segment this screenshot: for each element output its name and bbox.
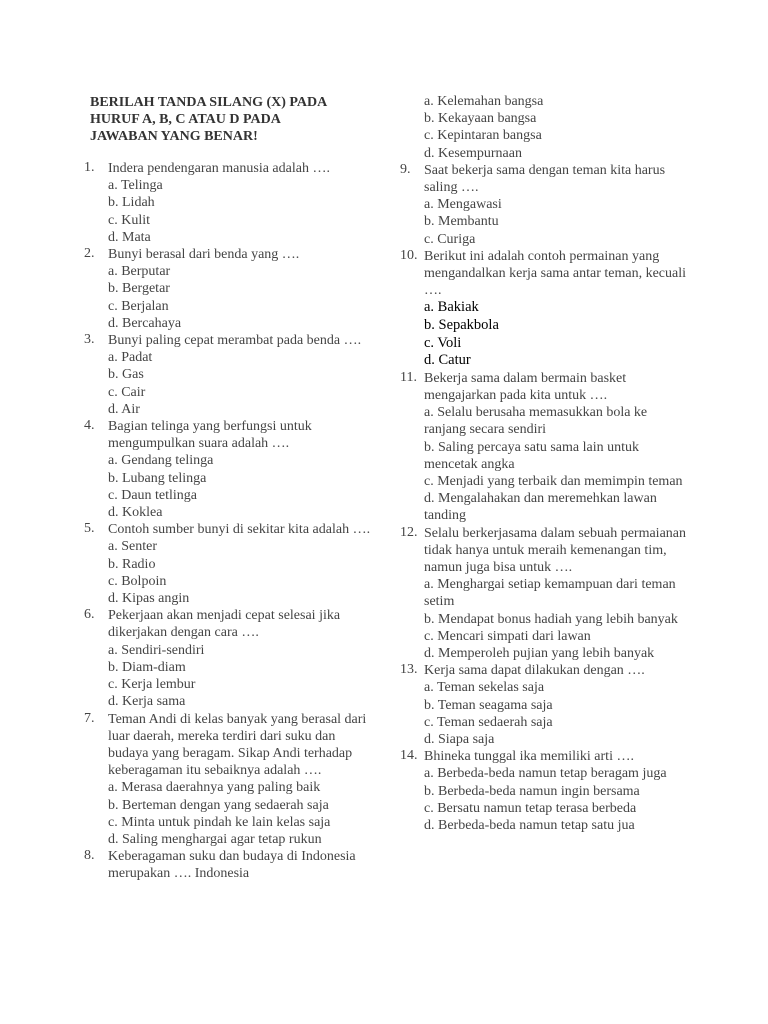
- question-number: 14.: [400, 748, 418, 764]
- answer-option[interactable]: a. Gendang telinga: [108, 453, 214, 469]
- answer-option[interactable]: b. Saling percaya satu sama lain untuk mencetak angka: [424, 439, 639, 472]
- question-number: 10.: [400, 247, 418, 263]
- answer-option[interactable]: d. Kipas angin: [108, 591, 190, 607]
- question-number: 5.: [84, 521, 95, 537]
- question-item: [84, 607, 374, 710]
- question-text: Contoh sumber bunyi di sekitar kita adalah ….: [108, 522, 371, 538]
- answer-option[interactable]: a. Mengawasi: [424, 197, 502, 213]
- question-item: [84, 246, 374, 332]
- answer-option[interactable]: b. Teman seagama saja: [424, 697, 553, 713]
- answer-option[interactable]: b. Membantu: [424, 214, 499, 230]
- answer-option[interactable]: b. Lubang telinga: [108, 470, 207, 486]
- answer-option[interactable]: d. Memperoleh pujian yang lebih banyak: [424, 646, 655, 662]
- question-item: [84, 521, 374, 607]
- question-number: 13.: [400, 662, 418, 678]
- answer-option[interactable]: b. Mendapat bonus hadiah yang lebih banyak: [424, 611, 678, 627]
- answer-options: [424, 765, 690, 834]
- question-number: 6.: [84, 607, 95, 623]
- answer-options: [108, 177, 374, 246]
- question-text: Saat bekerja sama dengan teman kita harus saling ….: [424, 162, 666, 196]
- answer-option[interactable]: a. Kelemahan bangsa: [424, 94, 544, 109]
- answer-option[interactable]: b. Gas: [108, 367, 144, 383]
- question-text: Bekerja sama dalam bermain basket mengajarkan pada kita untuk ….: [424, 370, 627, 404]
- question-item: [84, 848, 374, 882]
- question-8-options: [424, 93, 690, 162]
- answer-option[interactable]: c. Minta untuk pindah ke lain kelas saja: [108, 814, 331, 830]
- answer-option[interactable]: c. Cair: [108, 384, 146, 400]
- question-item: [400, 162, 690, 248]
- question-item: [400, 748, 690, 834]
- answer-option[interactable]: b. Radio: [108, 556, 156, 572]
- answer-option[interactable]: a. Bakiak: [424, 299, 479, 316]
- answer-options: [424, 576, 690, 662]
- question-item: [84, 332, 374, 418]
- answer-options: [424, 404, 690, 524]
- question-text: Bunyi berasal dari benda yang ….: [108, 247, 300, 263]
- question-text: Indera pendengaran manusia adalah ….: [108, 161, 330, 176]
- question-number: 12.: [400, 524, 418, 540]
- answer-option[interactable]: a. Padat: [108, 350, 153, 366]
- question-text: Berikut ini adalah contoh permainan yang mengandalkan kerja sama antar teman, kecuali ….: [424, 248, 686, 299]
- question-text: Teman Andi di kelas banyak yang berasal dari luar daerah, mereka terdiri dari suku dan budaya yang beragam. Sikap Andi terhadap keberagaman itu sebaiknya adalah ….: [108, 711, 367, 779]
- answer-options: [108, 779, 374, 848]
- question-number: 4.: [84, 418, 95, 434]
- answer-option[interactable]: d. Mengalahakan dan meremehkan lawan tanding: [424, 491, 657, 524]
- answer-option[interactable]: d. Kesempurnaan: [424, 145, 522, 161]
- answer-option[interactable]: d. Kerja sama: [108, 694, 186, 710]
- answer-option[interactable]: a. Teman sekelas saja: [424, 680, 545, 696]
- answer-option[interactable]: c. Teman sedaerah saja: [424, 714, 553, 730]
- right-question-list: [400, 93, 690, 834]
- question-text: Bagian telinga yang berfungsi untuk mengumpulkan suara adalah ….: [108, 419, 312, 452]
- answer-option[interactable]: c. Curiga: [424, 231, 476, 247]
- answer-options: [424, 679, 690, 748]
- question-text: Keberagaman suku dan budaya di Indonesia merupakan …. Indonesia: [108, 849, 356, 882]
- question-number: 9.: [400, 161, 411, 177]
- question-number: 8.: [84, 848, 95, 864]
- answer-options: [108, 452, 374, 521]
- answer-option[interactable]: a. Berputar: [108, 264, 171, 280]
- answer-option[interactable]: c. Mencari simpati dari lawan: [424, 628, 591, 644]
- answer-option[interactable]: c. Menjadi yang terbaik dan memimpin teman: [424, 474, 683, 490]
- instruction-heading: BERILAH TANDA SILANG (X) PADA HURUF A, B, C ATAU D PADA JAWABAN YANG BENAR!: [90, 95, 328, 144]
- question-item: [84, 711, 374, 849]
- left-question-list: [84, 160, 374, 883]
- answer-option[interactable]: c. Bersatu namun tetap terasa berbeda: [424, 800, 637, 816]
- answer-option[interactable]: c. Kulit: [108, 212, 150, 228]
- question-text: Kerja sama dapat dilakukan dengan ….: [424, 663, 645, 679]
- answer-options: [108, 263, 374, 332]
- answer-option[interactable]: b. Kekayaan bangsa: [424, 111, 537, 127]
- answer-option[interactable]: a. Telinga: [108, 178, 163, 194]
- question-item: [400, 662, 690, 748]
- answer-option[interactable]: c. Berjalan: [108, 298, 169, 314]
- answer-options: [424, 196, 690, 248]
- answer-option[interactable]: b. Sepakbola: [424, 317, 499, 334]
- question-text: Bunyi paling cepat merambat pada benda ….: [108, 333, 362, 349]
- answer-option[interactable]: b. Berteman dengan yang sedaerah saja: [108, 797, 329, 813]
- answer-option[interactable]: c. Voli: [424, 334, 462, 351]
- answer-option[interactable]: c. Kerja lembur: [108, 677, 196, 693]
- answer-option[interactable]: b. Lidah: [108, 195, 155, 211]
- answer-option[interactable]: a. Berbeda-beda namun tetap beragam juga: [424, 766, 667, 782]
- question-number: 11.: [400, 369, 417, 385]
- answer-option[interactable]: c. Kepintaran bangsa: [424, 128, 542, 144]
- question-item: [84, 418, 374, 521]
- question-item: [84, 160, 374, 246]
- question-item: [400, 370, 690, 525]
- question-text: Selalu berkerjasama dalam sebuah permaianan tidak hanya untuk meraih kemenangan tim, namun juga bisa untuk ….: [424, 525, 686, 576]
- question-text: Bhineka tunggal ika memiliki arti ….: [424, 749, 634, 765]
- question-text: Pekerjaan akan menjadi cepat selesai jika dikerjakan dengan cara ….: [108, 608, 341, 641]
- answer-options: [424, 299, 690, 369]
- answer-option[interactable]: a. Merasa daerahnya yang paling baik: [108, 780, 321, 796]
- answer-option[interactable]: b. Bergetar: [108, 281, 170, 297]
- answer-option[interactable]: d. Saling menghargai agar tetap rukun: [108, 831, 322, 847]
- answer-option[interactable]: d. Bercahaya: [108, 315, 182, 331]
- answer-option[interactable]: a. Menghargai setiap kemampuan dari teman setim: [424, 577, 676, 610]
- answer-option[interactable]: d. Koklea: [108, 505, 163, 521]
- question-item: [400, 525, 690, 663]
- answer-option[interactable]: c. Bolpoin: [108, 573, 167, 589]
- answer-option[interactable]: a. Selalu berusaha memasukkan bola ke ranjang secara sendiri: [424, 405, 648, 438]
- answer-option[interactable]: b. Diam-diam: [108, 659, 186, 675]
- answer-option[interactable]: d. Mata: [108, 229, 151, 245]
- question-number: 7.: [84, 710, 95, 726]
- answer-options: [108, 538, 374, 607]
- answer-option[interactable]: b. Berbeda-beda namun ingin bersama: [424, 783, 640, 799]
- answer-options: [108, 349, 374, 418]
- answer-option[interactable]: d. Berbeda-beda namun tetap satu jua: [424, 818, 635, 834]
- answer-option[interactable]: d. Catur: [424, 352, 471, 369]
- answer-option[interactable]: a. Senter: [108, 539, 157, 555]
- question-number: 3.: [84, 332, 95, 348]
- answer-option[interactable]: c. Daun tetlinga: [108, 487, 198, 503]
- answer-option[interactable]: d. Siapa saja: [424, 732, 495, 748]
- question-number: 1.: [84, 160, 95, 175]
- question-number: 2.: [84, 246, 95, 262]
- answer-option[interactable]: d. Air: [108, 401, 140, 417]
- answer-options: [108, 642, 374, 711]
- question-item: [400, 248, 690, 370]
- answer-option[interactable]: a. Sendiri-sendiri: [108, 642, 205, 658]
